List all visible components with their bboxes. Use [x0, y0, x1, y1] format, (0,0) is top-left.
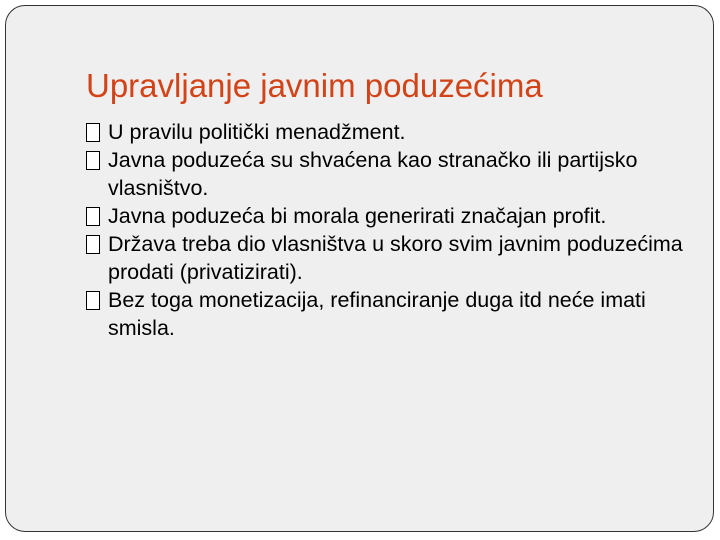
list-item [86, 146, 686, 202]
bullet-text: U pravilu politički menadžment. [108, 120, 406, 144]
list-item [86, 286, 686, 342]
bullet-text: Javna poduzeća su shvaćena kao stranačko ili partijsko vlasništvo. [108, 148, 638, 200]
missing-glyph-box-icon [86, 123, 100, 142]
bullet-text: Bez toga monetizacija, refinanciranje duga itd neće imati smisla. [108, 288, 646, 340]
list-item [86, 118, 686, 146]
list-item [86, 230, 686, 286]
missing-glyph-box-icon [86, 151, 100, 170]
list-item [86, 202, 686, 230]
slide [5, 5, 714, 532]
bullet-list [86, 118, 686, 342]
missing-glyph-box-icon [86, 291, 100, 310]
bullet-text: Država treba dio vlasništva u skoro svim javnim poduzećima prodati (privatizirati). [108, 232, 683, 284]
bullet-text: Javna poduzeća bi morala generirati značajan profit. [108, 204, 607, 228]
missing-glyph-box-icon [86, 207, 100, 226]
slide-title: Upravljanje javnim poduzećima [86, 67, 543, 104]
missing-glyph-box-icon [86, 235, 100, 254]
